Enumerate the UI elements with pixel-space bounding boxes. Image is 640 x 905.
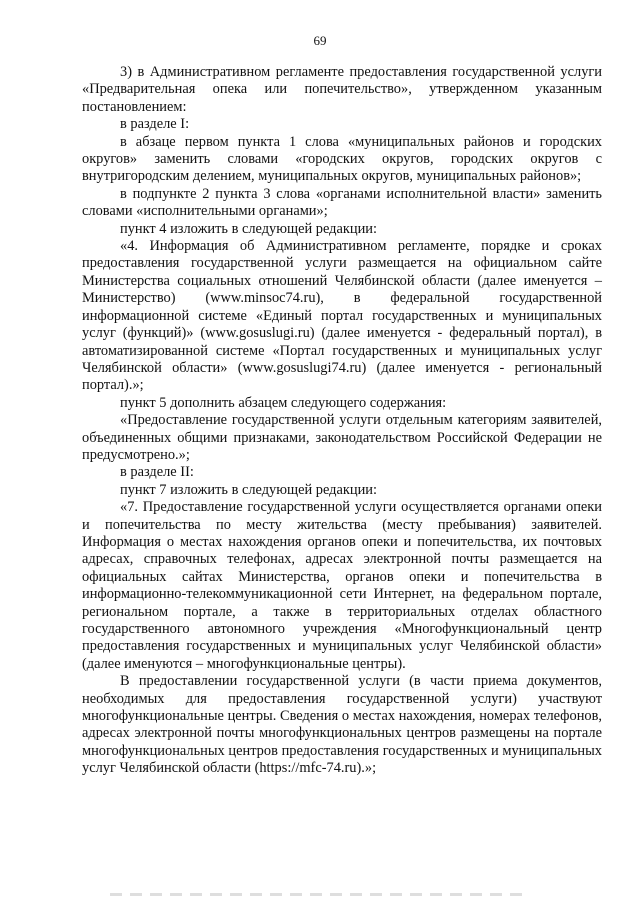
paragraph-amendment-point-1: в абзаце первом пункта 1 слова «муниципальных районов и городских округов» заменить словами «городских округов, городских округов с внутригородским делением, муниципальных округов, муниципальных районов»; — [82, 133, 602, 185]
paragraph-point-4-text: «4. Информация об Административном регламенте, порядке и сроках предоставления государственной услуги размещается на официальном сайте Министерства социальных отношений Челябинской области (далее именуется – Министерство) (www.minsoc74.ru), в федеральной государственной информационной системе «Единый портал государственных и муниципальных услуг (функций)» (www.gosuslugi.ru) (далее именуется - федеральный портал), в автоматизированной системе «Портал государственных и муниципальных услуг Челябинской области» (www.gosuslugi74.ru) (далее именуется - региональный портал).»; — [82, 238, 602, 394]
paragraph-point-5-intro: пункт 5 дополнить абзацем следующего содержания: — [120, 394, 447, 411]
paragraph-section-1: в разделе I: — [120, 116, 190, 133]
paragraph-mfc-text: В предоставлении государственной услуги (в части приема документов, необходимых для предоставления государственной услуги) участвуют многофункциональные центры. Сведения о местах нахождения, номерах телефонов, адресах электронной почты многофункциональных центров размещены на портале многофункциональных центров предоставления государственных и муниципальных услуг Челябинской области (https://mfc-74.ru).»; — [82, 673, 602, 777]
paragraph-section-2: в разделе II: — [120, 464, 194, 481]
paragraph-amendment-point-3: в подпункте 2 пункта 3 слова «органами исполнительной власти» заменить словами «исполнительными органами»; — [82, 185, 602, 220]
paragraph-point-7-text: «7. Предоставление государственной услуги осуществляется органами опеки и попечительства по месту жительства (месту пребывания) заявителей. Информация о местах нахождения органов опеки и попечительства, их почтовых адресах, справочных телефонах, адресах электронной почты размещается на официальных сайтах Министерства, органов опеки и попечительства в информационно-телекоммуникационной сети Интернет, на федеральном портале, региональном портале, а также в территориальных отделах областного государственного автономного учреждения «Многофункциональный центр предоставления государственных и муниципальных услуг Челябинской области» (далее именуются – многофункциональные центры). — [82, 499, 602, 672]
scan-edge-artifact — [110, 893, 530, 896]
paragraph-item-3: 3) в Административном регламенте предоставления государственной услуги «Предварительная опека или попечительство», утвержденном указанным постановлением: — [82, 64, 602, 115]
page-number: 69 — [313, 33, 327, 48]
paragraph-point-4-intro: пункт 4 изложить в следующей редакции: — [120, 220, 377, 237]
paragraph-point-7-intro: пункт 7 изложить в следующей редакции: — [120, 481, 377, 498]
document-body — [82, 64, 602, 778]
paragraph-point-5-text: «Предоставление государственной услуги отдельным категориям заявителей, объединенных общими признаками, законодательством Российской Федерации не предусмотрено.»; — [82, 412, 602, 463]
